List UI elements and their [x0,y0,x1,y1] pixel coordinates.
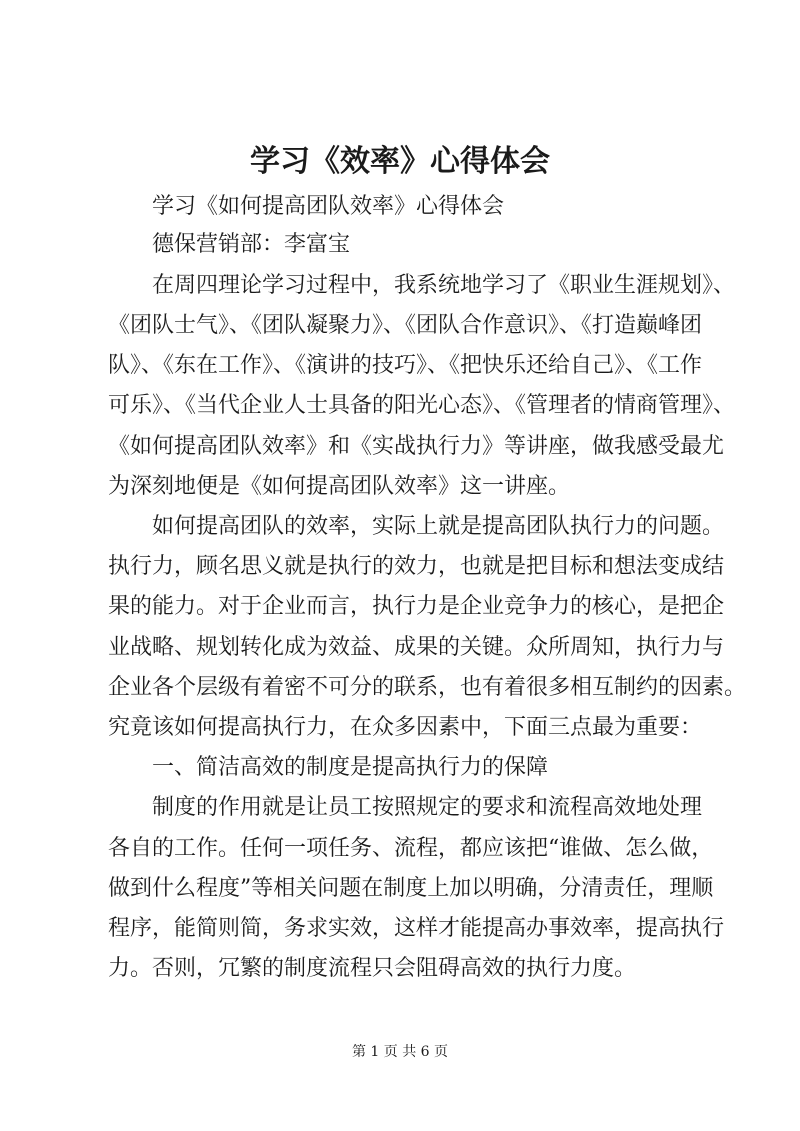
paragraph-line: 业战略、规划转化成为效益、成果的关键。众所周知，执行力与 [108,635,725,660]
subtitle-line: 学习《如何提高团队效率》心得体会 [152,194,505,219]
author-line: 德保营销部：李富宝 [152,232,351,257]
paragraph-line: 可乐》、《当代企业人士具备的阳光心态》、《管理者的情商管理》、 [108,393,736,418]
paragraph-line: 各自的工作。任何一项任务、流程，都应该把“谁做、怎么做， [108,836,714,861]
paragraph-line: 力。否则，冗繁的制度流程只会阻碍高效的执行力度。 [108,956,637,981]
paragraph-line: 企业各个层级有着密不可分的联系，也有着很多相互制约的因素。 [108,675,747,700]
paragraph-line: 执行力，顾名思义就是执行的效力，也就是把目标和想法变成结 [108,554,725,579]
paragraph-line: 程序，能简则简，务求实效，这样才能提高办事效率，提高执行 [108,916,725,941]
section-heading: 一、简洁高效的制度是提高执行力的保障 [152,755,549,780]
paragraph-line: 做到什么程度”等相关问题在制度上加以明确，分清责任，理顺 [108,876,714,901]
paragraph-line: 《如何提高团队效率》和《实战执行力》等讲座，做我感受最尤 [108,434,725,459]
paragraph-line: 果的能力。对于企业而言，执行力是企业竞争力的核心，是把企 [108,594,725,619]
paragraph-line: 如何提高团队的效率，实际上就是提高团队执行力的问题。 [152,514,725,539]
page-title: 学习《效率》心得体会 [250,144,550,179]
paragraph-line: 制度的作用就是让员工按照规定的要求和流程高效地处理 [152,795,703,820]
paragraph-line: 队》、《东在工作》、《演讲的技巧》、《把快乐还给自己》、《工作 [108,353,703,378]
paragraph-line: 《团队士气》、《团队凝聚力》、《团队合作意识》、《打造巅峰团 [108,313,703,338]
paragraph-line: 究竟该如何提高执行力，在众多因素中，下面三点最为重要： [108,715,703,740]
paragraph-line: 在周四理论学习过程中，我系统地学习了《职业生涯规划》、 [152,273,736,298]
paragraph-line: 为深刻地便是《如何提高团队效率》这一讲座。 [108,474,571,499]
page-number-footer: 第 1 页 共 6 页 [351,1044,449,1060]
